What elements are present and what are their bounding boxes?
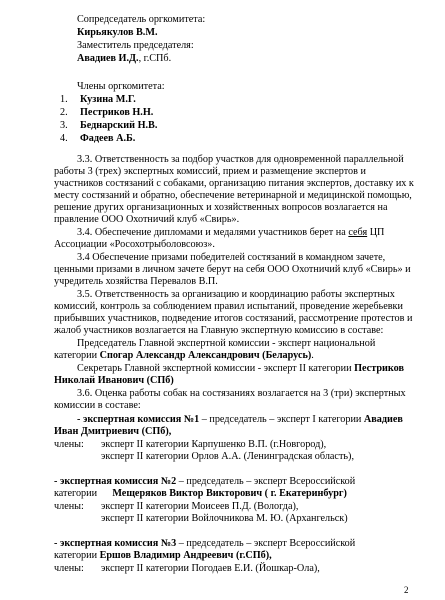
commission3-chair: категории Ершов Владимир Андреевич (г.СПб), [54, 550, 272, 561]
p33-line: месту состязаний и обратно, обеспечение ветеринарной и медицинской помощью, [54, 190, 412, 201]
p33-line: решение других организационных и хозяйственных вопросов возлагается на [54, 202, 388, 213]
secretary-name: Николай Иванович (СПб) [54, 375, 174, 386]
p33-line: 3.3. Ответственность за подбор участков для одновременной параллельной [77, 154, 404, 165]
p35-line: 3.5. Ответственность за организацию и координацию работы экспертных [77, 289, 395, 300]
p35-line: комиссий, контроль за соблюдением правил испытаний, проведение жеребьевки [54, 301, 403, 312]
commission1-member: эксперт II категории Карпушенко В.П. (г.Новгород), [101, 439, 327, 450]
cochair-name: Кирьякулов В.М. [77, 27, 158, 38]
chair-line: Председатель Главной экспертной комиссии - эксперт национальной [77, 338, 376, 349]
p33-line: правление ООО Охотничий клуб «Свирь». [54, 214, 240, 225]
p33-line: участников состязаний с собаками, организацию питания экспертов, доставку их к [54, 178, 414, 189]
member-item: 2. Пестриков Н.Н. [60, 107, 154, 118]
p34b-line: ценными призами в личном зачете берут на себя ООО Охотничий клуб «Свирь» и [54, 264, 411, 275]
p36-line: комиссии в составе: [54, 400, 141, 411]
commission1-chair: Иван Дмитриевич (СПб), [54, 426, 172, 437]
commission2-chair: категории Мещеряков Виктор Викторович ( г. Екатеринбург) [54, 488, 347, 499]
commission2-member: эксперт II категории Моисеев П.Д. (Вологда), [101, 501, 299, 512]
p34b-line: 3.4 Обеспечение призами победителей состязаний в командном зачете, [77, 252, 386, 263]
page-number: 2 [404, 585, 409, 595]
p35-line: жалоб участников возлагается на Главную экспертную комиссию в составе: [54, 325, 384, 336]
p34b-line: учредитель хозяйства Перевалов В.П. [54, 276, 218, 287]
p35-line: прибывших участников, подведение итогов состязаний, рассмотрение протестов и [54, 313, 413, 324]
member-item: 3. Беднарский Н.В. [60, 120, 158, 131]
members-title: Члены оргкомитета: [77, 81, 165, 92]
deputy-title: Заместитель председателя: [77, 40, 194, 51]
commission3-line: - экспертная комиссия №3 – председатель – эксперт Всероссийской [54, 538, 356, 549]
p33-line: работы 3 (трех) экспертных комиссий, прием и размещение экспертов и [54, 166, 366, 177]
cochair-title: Сопредседатель оргкомитета: [77, 14, 206, 25]
member-item: 1. Кузина М.Г. [60, 94, 136, 105]
commission1-member: эксперт II категории Орлов А.А. (Ленинградская область), [101, 451, 354, 462]
chair-line: категории Спогар Александр Александрович (Беларусь). [54, 350, 314, 361]
p34-line: 3.4. Обеспечение дипломами и медалями участников берет на себя ЦП [77, 227, 385, 238]
commission1-line: - экспертная комиссия №1 – председатель – эксперт I категории Авадиев [77, 414, 403, 425]
member-item: 4. Фадеев А.Б. [60, 133, 136, 144]
p34-line: Ассоциации «Росохотрыболовсоюз». [54, 239, 215, 250]
deputy-city: , г.СПб. [138, 53, 172, 64]
secretary-line: Секретарь Главной экспертной комиссии - эксперт II категории Пестриков [77, 363, 404, 374]
commission3-members-label: члены: [54, 563, 84, 574]
commission2-member: эксперт II категории Войлочникова М. Ю. (Архангельск) [101, 513, 348, 524]
p36-line: 3.6. Оценка работы собак на состязаниях возлагается на 3 (три) экспертных [77, 388, 406, 399]
deputy-name: Авадиев И.Д. [77, 53, 139, 64]
deputy-line [77, 53, 171, 65]
commission2-members-label: члены: [54, 501, 84, 512]
commission1-members-label: члены: [54, 439, 84, 450]
commission2-line: - экспертная комиссия №2 – председатель – эксперт Всероссийской [54, 476, 356, 487]
commission3-member: эксперт II категории Погодаев Е.И. (Йошкар-Ола), [101, 563, 320, 574]
